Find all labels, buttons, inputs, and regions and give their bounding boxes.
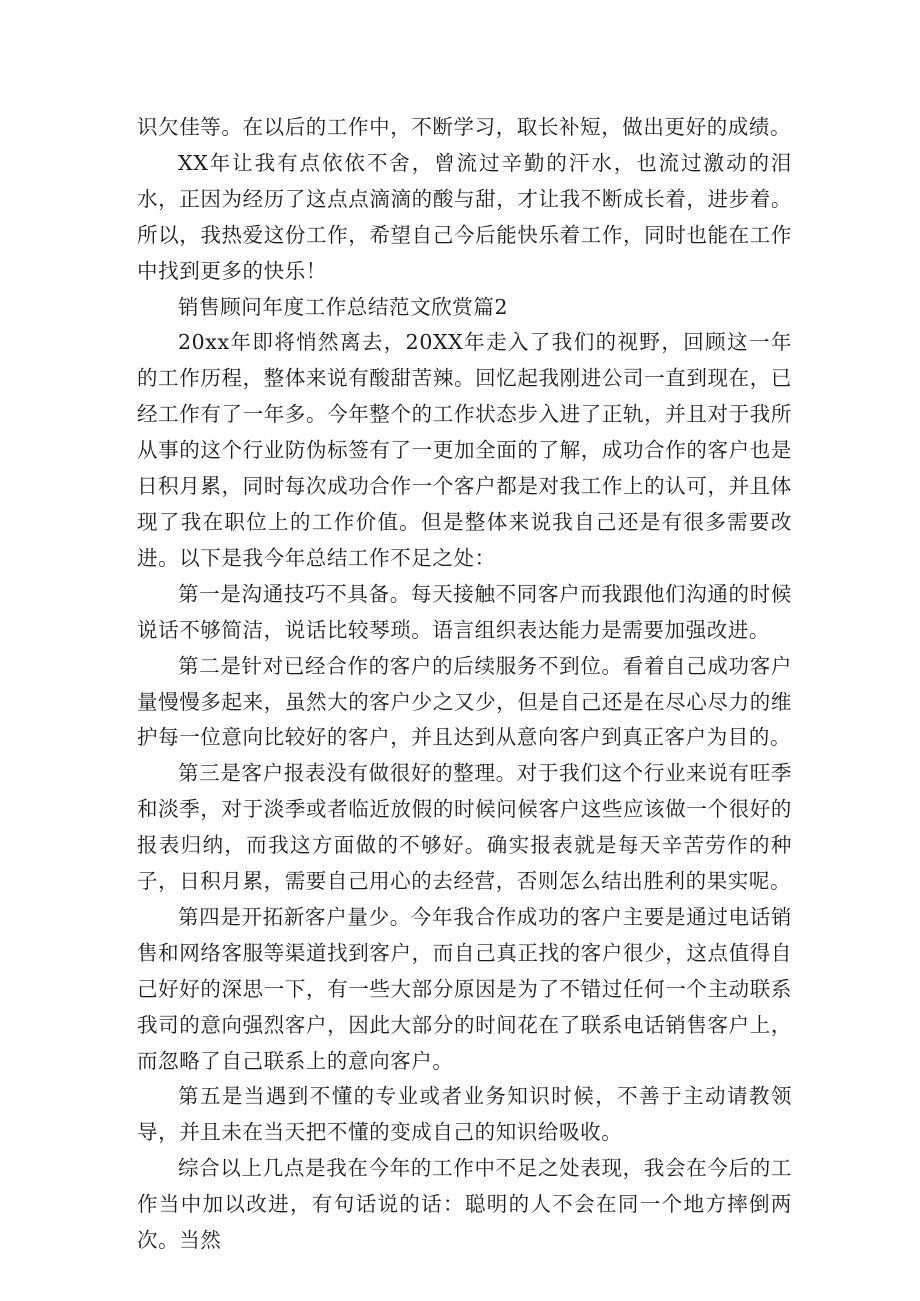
paragraph-point-4: 第四是开拓新客户量少。今年我合作成功的客户主要是通过电话销售和网络客服等渠道找到客户，而自己真正找的客户很少，这点值得自己好好的深思一下，有一些大部分原因是为了不错过任何一个主动联系我司的意向强烈客户，因此大部分的时间花在了联系电话销售客户上，而忽略了自己联系上的意向客户。 [137,904,792,1073]
paragraph-2: XX年让我有点依依不舍，曾流过辛勤的汗水，也流过激动的泪水，正因为经历了这点点滴滴的酸与甜，才让我不断成长着，进步着。所以，我热爱这份工作，希望自己今后能快乐着工作，同时也能在工作中找到更多的快乐！ [137,150,792,283]
paragraph-point-5: 第五是当遇到不懂的专业或者业务知识时候，不善于主动请教领导，并且未在当天把不懂的变成自己的知识给吸收。 [137,1084,792,1145]
paragraph-point-3: 第三是客户报表没有做很好的整理。对于我们这个行业来说有旺季和淡季，对于淡季或者临近放假的时候问候客户这些应该做一个很好的报表归纳，而我这方面做的不够好。确实报表就是每天辛苦劳作的种子，日积月累，需要自己用心的去经营，否则怎么结出胜利的果实呢。 [137,761,792,894]
document-page [137,110,792,1259]
paragraph-3: 20xx年即将悄然离去，20XX年走入了我们的视野，回顾这一年的工作历程，整体来说有酸甜苦辣。回忆起我刚进公司一直到现在，已经工作有了一年多。今年整个的工作状态步入进了正轨，并且对于我所从事的这个行业防伪标签有了一更加全面的了解，成功合作的客户也是日积月累，同时每次成功合作一个客户都是对我工作上的认可，并且体现了我在职位上的工作价值。但是整体来说我自己还是有很多需要改进。以下是我今年总结工作不足之处： [137,330,792,570]
paragraph-1: 识欠佳等。在以后的工作中，不断学习，取长补短，做出更好的成绩。 [137,115,792,139]
paragraph-summary: 综合以上几点是我在今年的工作中不足之处表现，我会在今后的工作当中加以改进，有句话说的话：聪明的人不会在同一个地方摔倒两次。当然 [137,1156,792,1253]
paragraph-point-2: 第二是针对已经合作的客户的后续服务不到位。看着自己成功客户量慢慢多起来，虽然大的客户少之又少，但是自己还是在尽心尽力的维护每一位意向比较好的客户，并且达到从意向客户到真正客户为目的。 [137,653,792,750]
section-heading: 销售顾问年度工作总结范文欣赏篇2 [178,294,509,319]
paragraph-point-1: 第一是沟通技巧不具备。每天接触不同客户而我跟他们沟通的时候说话不够简洁，说话比较琴琐。语言组织表达能力是需要加强改进。 [137,581,792,642]
